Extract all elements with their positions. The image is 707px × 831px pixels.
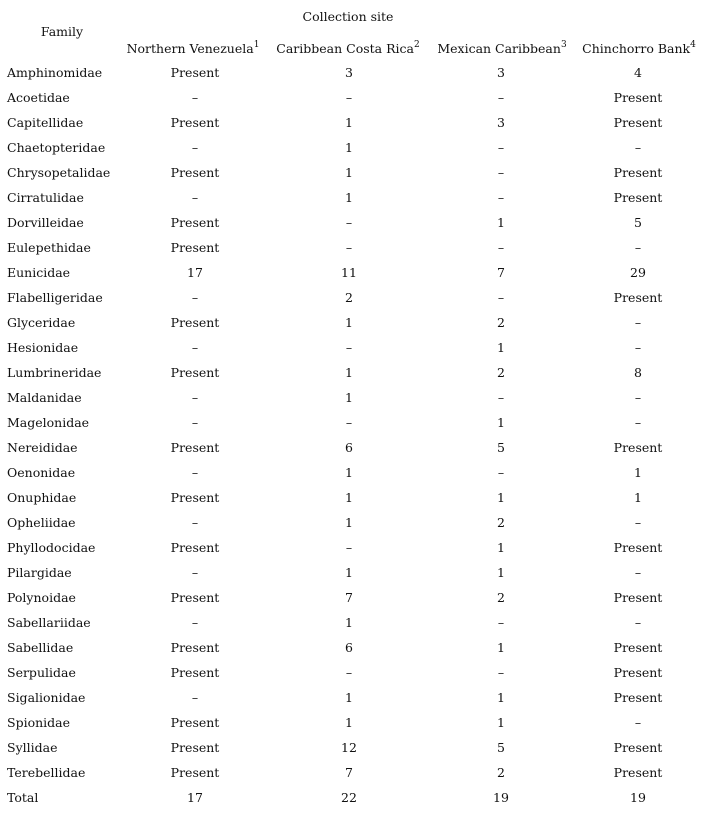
value-cell: 19 — [493, 790, 509, 805]
value-cell: 12 — [341, 740, 357, 755]
value-cell: 2 — [497, 590, 505, 605]
value-cell: 5 — [497, 440, 505, 455]
value-cell: – — [191, 90, 199, 105]
table-row — [0, 740, 707, 765]
value-cell: Present — [170, 665, 220, 680]
value-cell: Present — [170, 740, 220, 755]
value-cell: Present — [170, 640, 220, 655]
value-cell: 1 — [345, 140, 353, 155]
family-name-cell: Flabelligeridae — [7, 290, 103, 305]
family-name-cell: Sabellariidae — [7, 615, 91, 630]
value-cell: 3 — [497, 115, 505, 130]
table-row — [0, 115, 707, 140]
family-name-cell: Polynoidae — [7, 590, 76, 605]
table-row — [0, 365, 707, 390]
value-cell: – — [191, 390, 199, 405]
column-label: Northern Venezuela — [126, 41, 254, 56]
value-cell: – — [634, 315, 642, 330]
value-cell: Present — [170, 315, 220, 330]
value-cell: – — [191, 615, 199, 630]
value-cell: Present — [170, 440, 220, 455]
table-row — [0, 490, 707, 515]
value-cell: 1 — [497, 715, 505, 730]
value-cell: Present — [613, 115, 663, 130]
column-label: Caribbean Costa Rica — [276, 41, 414, 56]
value-cell: – — [497, 90, 505, 105]
value-cell: 3 — [345, 65, 353, 80]
value-cell: 2 — [497, 765, 505, 780]
value-cell: Present — [170, 240, 220, 255]
value-cell: – — [634, 515, 642, 530]
column-label: Mexican Caribbean — [437, 41, 561, 56]
value-cell: 1 — [345, 715, 353, 730]
collection-site-heading: Collection site — [302, 9, 394, 24]
value-cell: 5 — [634, 215, 642, 230]
value-cell: 1 — [345, 365, 353, 380]
value-cell: Present — [613, 740, 663, 755]
table-row — [0, 165, 707, 190]
value-cell: 1 — [497, 490, 505, 505]
value-cell: 2 — [345, 290, 353, 305]
value-cell: 1 — [497, 215, 505, 230]
column-header-caribbean-costa-rica — [276, 40, 419, 56]
value-cell: – — [191, 140, 199, 155]
footnote-marker: 4 — [690, 40, 696, 50]
value-cell: 11 — [341, 265, 357, 280]
value-cell: 2 — [497, 315, 505, 330]
family-name-cell: Maldanidae — [7, 390, 82, 405]
value-cell: 1 — [345, 315, 353, 330]
family-name-cell: Chaetopteridae — [7, 140, 106, 155]
table-row — [0, 765, 707, 790]
table-row — [0, 690, 707, 715]
value-cell: 1 — [345, 165, 353, 180]
value-cell: Present — [613, 765, 663, 780]
value-cell: Present — [170, 215, 220, 230]
value-cell: – — [345, 665, 353, 680]
value-cell: – — [497, 140, 505, 155]
value-cell: 6 — [345, 640, 353, 655]
value-cell: – — [191, 690, 199, 705]
table-row — [0, 665, 707, 690]
value-cell: – — [634, 240, 642, 255]
table-row — [0, 540, 707, 565]
value-cell: Present — [613, 540, 663, 555]
table-row — [0, 315, 707, 340]
footnote-marker: 3 — [560, 40, 567, 50]
value-cell: Present — [613, 165, 663, 180]
family-name-cell: Nereididae — [7, 440, 78, 455]
value-cell: 22 — [341, 790, 357, 805]
value-cell: 5 — [497, 740, 505, 755]
table-row — [0, 90, 707, 115]
family-name-cell: Acoetidae — [7, 90, 70, 105]
table-row — [0, 640, 707, 665]
value-cell: 1 — [345, 390, 353, 405]
table-row — [0, 515, 707, 540]
value-cell: – — [191, 565, 199, 580]
value-cell: Present — [170, 540, 220, 555]
family-name-cell: Sabellidae — [7, 640, 74, 655]
value-cell: 2 — [497, 515, 505, 530]
value-cell: Present — [170, 590, 220, 605]
total-row — [0, 790, 707, 815]
family-name-cell: Phyllodocidae — [7, 540, 96, 555]
value-cell: 19 — [630, 790, 646, 805]
table-row — [0, 340, 707, 365]
value-cell: – — [191, 465, 199, 480]
family-name-cell: Chrysopetalidae — [7, 165, 111, 180]
value-cell: – — [191, 415, 199, 430]
value-cell: 1 — [345, 115, 353, 130]
value-cell: Present — [613, 290, 663, 305]
column-label: Chinchorro Bank — [582, 41, 691, 56]
value-cell: 7 — [497, 265, 505, 280]
value-cell: – — [191, 190, 199, 205]
family-name-cell: Hesionidae — [7, 340, 79, 355]
value-cell: 1 — [345, 515, 353, 530]
value-cell: Present — [613, 590, 663, 605]
table-row — [0, 65, 707, 90]
table-row — [0, 715, 707, 740]
value-cell: 1 — [634, 490, 642, 505]
value-cell: 4 — [634, 65, 642, 80]
family-name-cell: Terebellidae — [7, 765, 86, 780]
value-cell: 3 — [497, 65, 505, 80]
table-row — [0, 390, 707, 415]
value-cell: – — [345, 215, 353, 230]
value-cell: 1 — [497, 340, 505, 355]
value-cell: Present — [613, 190, 663, 205]
value-cell: 17 — [187, 790, 203, 805]
value-cell: 1 — [345, 190, 353, 205]
family-name-cell: Oenonidae — [7, 465, 76, 480]
table-row — [0, 440, 707, 465]
value-cell: – — [345, 540, 353, 555]
value-cell: 1 — [497, 540, 505, 555]
table-row — [0, 615, 707, 640]
value-cell: – — [634, 390, 642, 405]
value-cell: 1 — [634, 465, 642, 480]
value-cell: – — [497, 390, 505, 405]
value-cell: – — [634, 565, 642, 580]
value-cell: Present — [170, 165, 220, 180]
table-row — [0, 265, 707, 290]
value-cell: – — [497, 465, 505, 480]
value-cell: – — [191, 290, 199, 305]
value-cell: – — [497, 290, 505, 305]
value-cell: – — [634, 415, 642, 430]
value-cell: 7 — [345, 590, 353, 605]
value-cell: Present — [613, 440, 663, 455]
value-cell: 17 — [187, 265, 203, 280]
footnote-marker: 2 — [413, 40, 420, 50]
family-name-cell: Amphinomidae — [7, 65, 103, 80]
value-cell: Present — [170, 65, 220, 80]
value-cell: Present — [170, 115, 220, 130]
value-cell: 1 — [345, 465, 353, 480]
value-cell: – — [497, 190, 505, 205]
value-cell: – — [497, 615, 505, 630]
value-cell: Present — [170, 715, 220, 730]
value-cell: Present — [613, 665, 663, 680]
value-cell: 1 — [345, 565, 353, 580]
value-cell: – — [497, 665, 505, 680]
value-cell: Present — [170, 490, 220, 505]
value-cell: 1 — [345, 690, 353, 705]
value-cell: 2 — [497, 365, 505, 380]
value-cell: Present — [170, 765, 220, 780]
value-cell: – — [634, 140, 642, 155]
family-name-cell: Total — [7, 790, 39, 805]
value-cell: – — [345, 340, 353, 355]
family-name-cell: Capitellidae — [7, 115, 84, 130]
value-cell: 1 — [497, 690, 505, 705]
table-row — [0, 240, 707, 265]
family-name-cell: Magelonidae — [7, 415, 90, 430]
family-name-cell: Pilargidae — [7, 565, 72, 580]
value-cell: – — [345, 90, 353, 105]
table-row — [0, 140, 707, 165]
family-name-cell: Eulepethidae — [7, 240, 91, 255]
table-row — [0, 590, 707, 615]
value-cell: – — [497, 165, 505, 180]
value-cell: – — [634, 715, 642, 730]
value-cell: 8 — [634, 365, 642, 380]
family-name-cell: Glyceridae — [7, 315, 76, 330]
family-name-cell: Eunicidae — [7, 265, 71, 280]
family-heading: Family — [40, 24, 84, 39]
family-name-cell: Sigalionidae — [7, 690, 86, 705]
value-cell: Present — [170, 365, 220, 380]
value-cell: Present — [613, 690, 663, 705]
value-cell: – — [345, 240, 353, 255]
family-name-cell: Dorvilleidae — [7, 215, 84, 230]
table-row — [0, 190, 707, 215]
family-name-cell: Syllidae — [7, 740, 58, 755]
value-cell: 7 — [345, 765, 353, 780]
family-name-cell: Spionidae — [7, 715, 70, 730]
value-cell: 1 — [497, 565, 505, 580]
value-cell: Present — [613, 90, 663, 105]
value-cell: 6 — [345, 440, 353, 455]
table-row — [0, 290, 707, 315]
value-cell: – — [191, 340, 199, 355]
value-cell: 1 — [497, 415, 505, 430]
value-cell: 29 — [630, 265, 646, 280]
value-cell: – — [345, 415, 353, 430]
table-row — [0, 565, 707, 590]
value-cell: – — [634, 615, 642, 630]
family-name-cell: Serpulidae — [7, 665, 76, 680]
value-cell: Present — [613, 640, 663, 655]
column-header-chinchorro-bank — [582, 40, 696, 56]
column-header-mexican-caribbean — [437, 40, 566, 56]
value-cell: 1 — [497, 640, 505, 655]
family-name-cell: Opheliidae — [7, 515, 76, 530]
value-cell: – — [191, 515, 199, 530]
value-cell: – — [497, 240, 505, 255]
value-cell: 1 — [345, 490, 353, 505]
family-name-cell: Cirratulidae — [7, 190, 84, 205]
footnote-marker: 1 — [253, 40, 260, 50]
table-row — [0, 415, 707, 440]
value-cell: – — [634, 340, 642, 355]
table-row — [0, 465, 707, 490]
table-row — [0, 215, 707, 240]
family-name-cell: Onuphidae — [7, 490, 77, 505]
column-header-northern-venezuela — [127, 40, 260, 56]
family-name-cell: Lumbrineridae — [7, 365, 102, 380]
value-cell: 1 — [345, 615, 353, 630]
